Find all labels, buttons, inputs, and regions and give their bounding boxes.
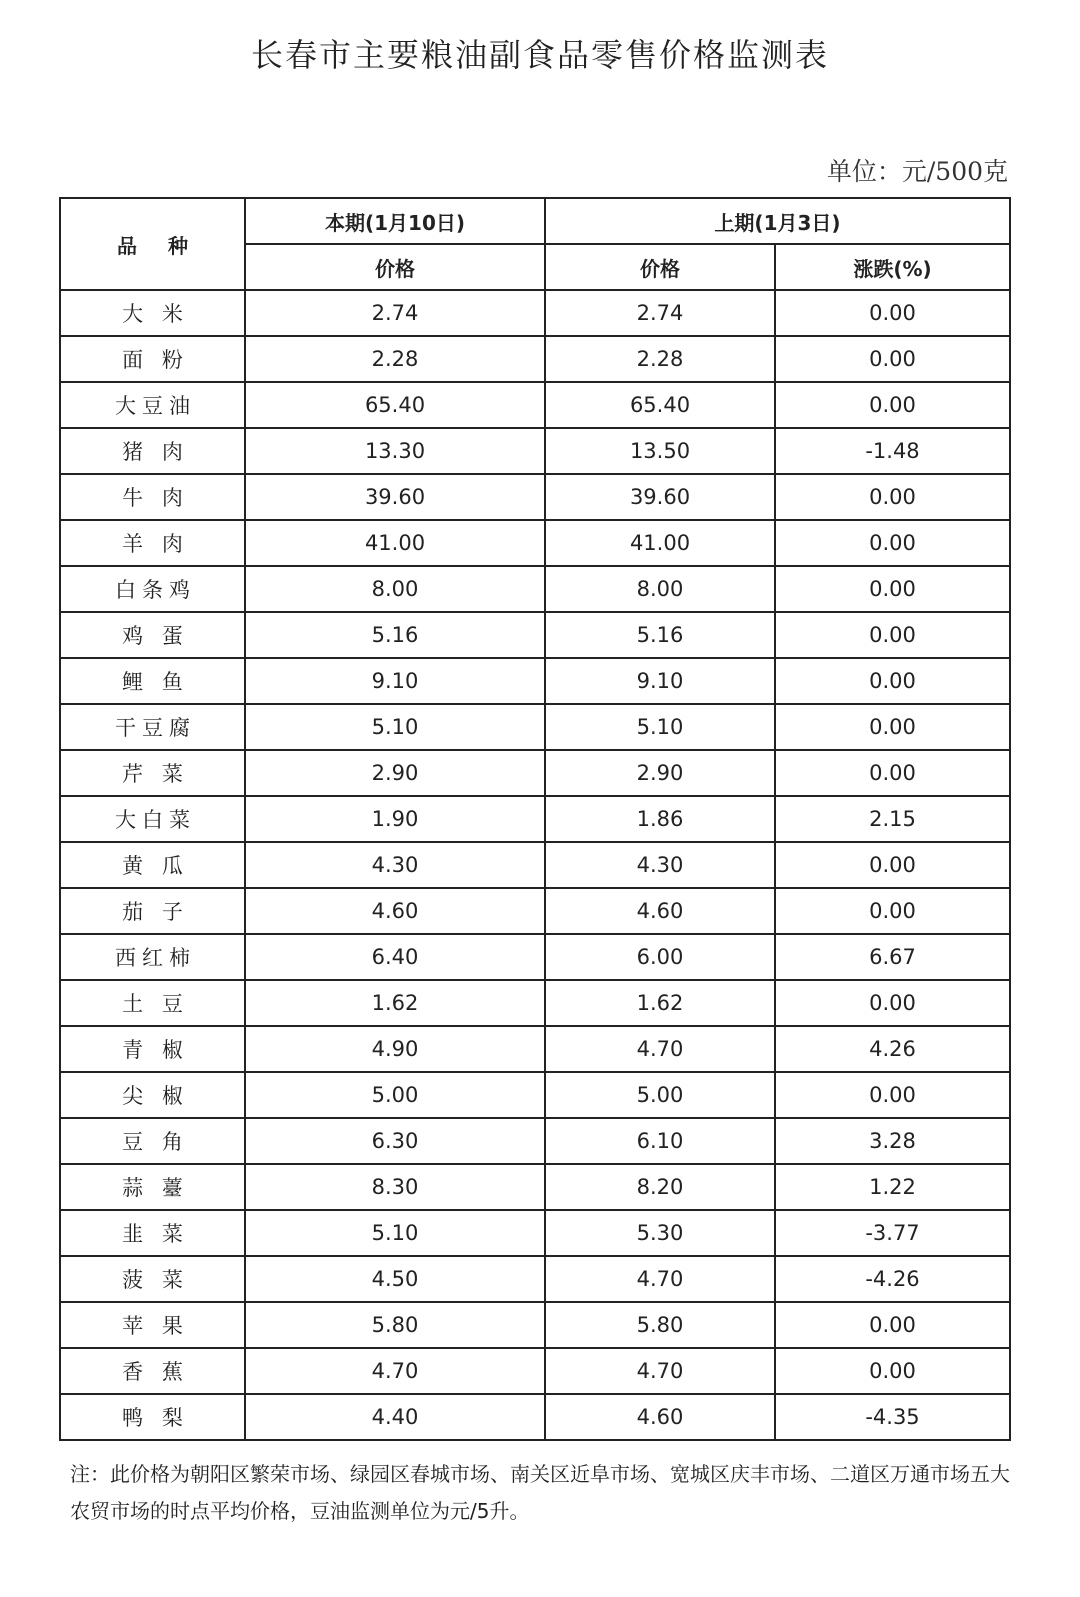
price-change: 0.00 xyxy=(775,612,1010,658)
price-change: 0.00 xyxy=(775,1348,1010,1394)
price-table xyxy=(59,197,1011,1441)
current-price: 2.28 xyxy=(245,336,545,382)
unit-label: 单位：元/500克 xyxy=(826,157,1008,186)
previous-price: 9.10 xyxy=(545,658,775,704)
current-price: 1.90 xyxy=(245,796,545,842)
item-name: 鸡 蛋 xyxy=(60,612,245,658)
table-row xyxy=(60,612,1010,658)
header-previous-period: 上期(1月3日) xyxy=(545,198,1010,244)
price-change: 0.00 xyxy=(775,520,1010,566)
current-price: 39.60 xyxy=(245,474,545,520)
item-name: 苹 果 xyxy=(60,1302,245,1348)
table-row xyxy=(60,658,1010,704)
current-price: 5.00 xyxy=(245,1072,545,1118)
previous-price: 39.60 xyxy=(545,474,775,520)
table-row xyxy=(60,428,1010,474)
current-price: 2.74 xyxy=(245,290,545,336)
current-price: 6.40 xyxy=(245,934,545,980)
header-change: 涨跌(%) xyxy=(775,244,1010,290)
item-name: 大豆油 xyxy=(60,382,245,428)
header-previous-price: 价格 xyxy=(545,244,775,290)
table-row xyxy=(60,520,1010,566)
table-row xyxy=(60,1072,1010,1118)
item-name: 羊 肉 xyxy=(60,520,245,566)
price-change: 1.22 xyxy=(775,1164,1010,1210)
table-header xyxy=(60,198,1010,290)
current-price: 5.10 xyxy=(245,1210,545,1256)
previous-price: 1.86 xyxy=(545,796,775,842)
current-price: 13.30 xyxy=(245,428,545,474)
previous-price: 5.10 xyxy=(545,704,775,750)
previous-price: 8.20 xyxy=(545,1164,775,1210)
item-name: 鲤 鱼 xyxy=(60,658,245,704)
current-price: 4.90 xyxy=(245,1026,545,1072)
current-price: 4.60 xyxy=(245,888,545,934)
price-change: 0.00 xyxy=(775,888,1010,934)
previous-price: 5.30 xyxy=(545,1210,775,1256)
previous-price: 65.40 xyxy=(545,382,775,428)
previous-price: 4.70 xyxy=(545,1256,775,1302)
previous-price: 13.50 xyxy=(545,428,775,474)
previous-price: 2.74 xyxy=(545,290,775,336)
page-title: 长春市主要粮油副食品零售价格监测表 xyxy=(250,36,829,74)
previous-price: 1.62 xyxy=(545,980,775,1026)
price-change: 2.15 xyxy=(775,796,1010,842)
previous-price: 4.30 xyxy=(545,842,775,888)
previous-price: 8.00 xyxy=(545,566,775,612)
item-name: 芹 菜 xyxy=(60,750,245,796)
table-row xyxy=(60,888,1010,934)
previous-price: 2.90 xyxy=(545,750,775,796)
item-name: 大 米 xyxy=(60,290,245,336)
table-row xyxy=(60,1394,1010,1440)
item-name: 土 豆 xyxy=(60,980,245,1026)
table-row xyxy=(60,1164,1010,1210)
item-name: 西红柿 xyxy=(60,934,245,980)
price-change: 0.00 xyxy=(775,980,1010,1026)
current-price: 41.00 xyxy=(245,520,545,566)
previous-price: 5.80 xyxy=(545,1302,775,1348)
item-name: 香 蕉 xyxy=(60,1348,245,1394)
price-change: 0.00 xyxy=(775,382,1010,428)
price-change: 0.00 xyxy=(775,1072,1010,1118)
header-current-price: 价格 xyxy=(245,244,545,290)
current-price: 65.40 xyxy=(245,382,545,428)
header-current-period: 本期(1月10日) xyxy=(245,198,545,244)
price-change: -3.77 xyxy=(775,1210,1010,1256)
price-change: -4.26 xyxy=(775,1256,1010,1302)
previous-price: 5.00 xyxy=(545,1072,775,1118)
price-change: -1.48 xyxy=(775,428,1010,474)
current-price: 1.62 xyxy=(245,980,545,1026)
current-price: 9.10 xyxy=(245,658,545,704)
item-name: 白条鸡 xyxy=(60,566,245,612)
previous-price: 2.28 xyxy=(545,336,775,382)
table-row xyxy=(60,1118,1010,1164)
current-price: 8.00 xyxy=(245,566,545,612)
current-price: 5.16 xyxy=(245,612,545,658)
table-row xyxy=(60,750,1010,796)
price-change: 0.00 xyxy=(775,750,1010,796)
item-name: 茄 子 xyxy=(60,888,245,934)
price-change: 6.67 xyxy=(775,934,1010,980)
current-price: 2.90 xyxy=(245,750,545,796)
table-body xyxy=(60,290,1010,1440)
table-row xyxy=(60,1256,1010,1302)
table-row xyxy=(60,796,1010,842)
table-row xyxy=(60,980,1010,1026)
previous-price: 4.70 xyxy=(545,1348,775,1394)
table-row xyxy=(60,336,1010,382)
table-row xyxy=(60,704,1010,750)
price-change: 0.00 xyxy=(775,842,1010,888)
price-change: 3.28 xyxy=(775,1118,1010,1164)
price-change: 0.00 xyxy=(775,658,1010,704)
table-row xyxy=(60,566,1010,612)
previous-price: 4.70 xyxy=(545,1026,775,1072)
table-row xyxy=(60,1302,1010,1348)
previous-price: 4.60 xyxy=(545,1394,775,1440)
current-price: 5.10 xyxy=(245,704,545,750)
price-change: 0.00 xyxy=(775,474,1010,520)
item-name: 菠 菜 xyxy=(60,1256,245,1302)
previous-price: 5.16 xyxy=(545,612,775,658)
table-row xyxy=(60,1210,1010,1256)
price-change: -4.35 xyxy=(775,1394,1010,1440)
price-change: 0.00 xyxy=(775,336,1010,382)
table-row xyxy=(60,934,1010,980)
item-name: 鸭 梨 xyxy=(60,1394,245,1440)
previous-price: 6.00 xyxy=(545,934,775,980)
item-name: 豆 角 xyxy=(60,1118,245,1164)
item-name: 黄 瓜 xyxy=(60,842,245,888)
item-name: 大白菜 xyxy=(60,796,245,842)
item-name: 青 椒 xyxy=(60,1026,245,1072)
table-row xyxy=(60,1348,1010,1394)
item-name: 蒜 薹 xyxy=(60,1164,245,1210)
previous-price: 41.00 xyxy=(545,520,775,566)
table-row xyxy=(60,290,1010,336)
item-name: 面 粉 xyxy=(60,336,245,382)
previous-price: 4.60 xyxy=(545,888,775,934)
item-name: 猪 肉 xyxy=(60,428,245,474)
item-name: 干豆腐 xyxy=(60,704,245,750)
price-change: 0.00 xyxy=(775,566,1010,612)
current-price: 5.80 xyxy=(245,1302,545,1348)
footnote: 注：此价格为朝阳区繁荣市场、绿园区春城市场、南关区近阜市场、宽城区庆丰市场、二道区万通市场五大农贸市场的时点平均价格，豆油监测单位为元/5升。 xyxy=(70,1462,1010,1523)
table-row xyxy=(60,474,1010,520)
current-price: 4.30 xyxy=(245,842,545,888)
previous-price: 6.10 xyxy=(545,1118,775,1164)
item-name: 尖 椒 xyxy=(60,1072,245,1118)
item-name: 牛 肉 xyxy=(60,474,245,520)
price-change: 0.00 xyxy=(775,1302,1010,1348)
header-kind: 品 种 xyxy=(60,198,245,290)
current-price: 4.40 xyxy=(245,1394,545,1440)
current-price: 4.70 xyxy=(245,1348,545,1394)
table-row xyxy=(60,382,1010,428)
table-row xyxy=(60,842,1010,888)
table-row xyxy=(60,1026,1010,1072)
price-change: 4.26 xyxy=(775,1026,1010,1072)
current-price: 4.50 xyxy=(245,1256,545,1302)
item-name: 韭 菜 xyxy=(60,1210,245,1256)
price-change: 0.00 xyxy=(775,704,1010,750)
current-price: 6.30 xyxy=(245,1118,545,1164)
current-price: 8.30 xyxy=(245,1164,545,1210)
price-change: 0.00 xyxy=(775,290,1010,336)
